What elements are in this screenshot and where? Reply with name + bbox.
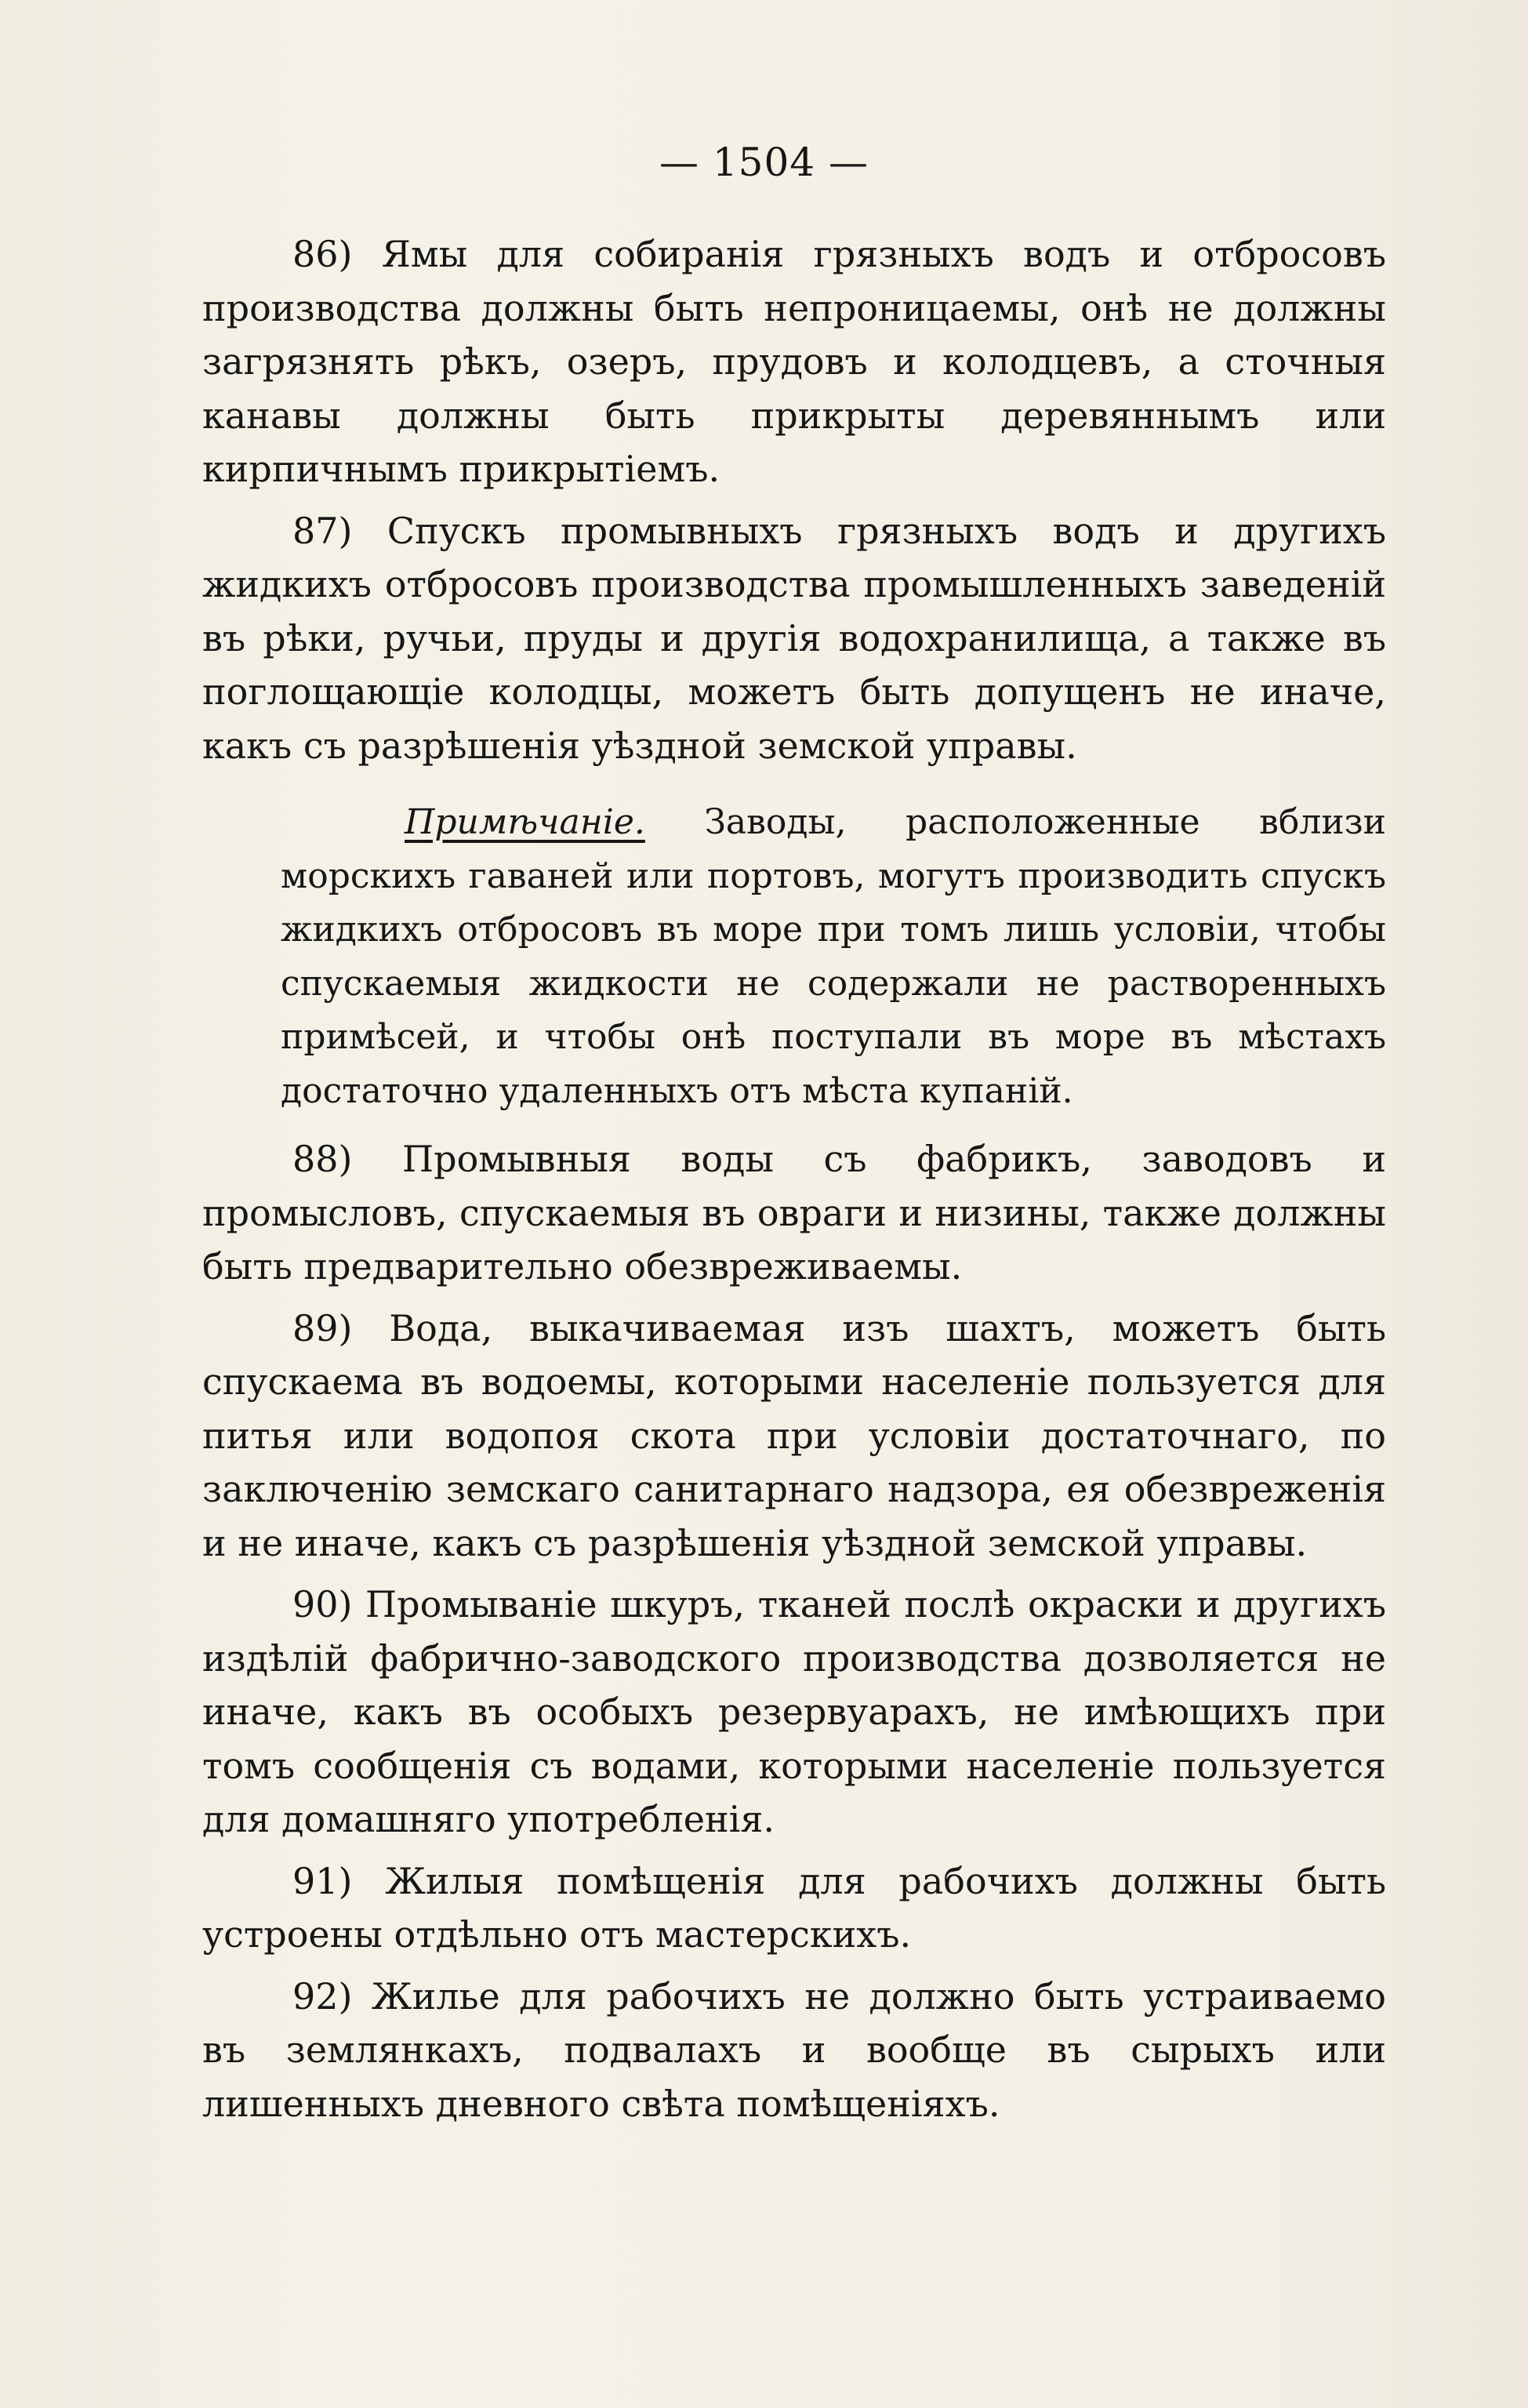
paragraph-90: 90) Промываніе шкуръ, тканей послѣ окраски и другихъ издѣлій фабрично-заводского производства дозволяется не иначе, какъ въ особыхъ резервуарахъ, не имѣющихъ при томъ сообщенія съ водами, которыми населеніе пользуется для домашняго употребленія. bbox=[202, 1583, 1386, 1840]
paragraph-92: 92) Жилье для рабочихъ не должно быть устраиваемо въ землянкахъ, подвалахъ и вообще въ сырыхъ или лишенныхъ дневного свѣта помѣщеніяхъ. bbox=[202, 1974, 1386, 2125]
paragraph-87: 87) Спускъ промывныхъ грязныхъ водъ и другихъ жидкихъ отбросовъ производства промышленныхъ заведеній въ рѣки, ручьи, пруды и другія водохранилища, а также въ поглощающіе колодцы, можетъ быть допущенъ не иначе, какъ съ разрѣшенія уѣздной земской управы. bbox=[202, 509, 1386, 767]
paragraph-86: 86) Ямы для собиранія грязныхъ водъ и отбросовъ производства должны быть непроницаемы, онѣ не должны загрязнять рѣкъ, озеръ, прудовъ и колодцевъ, а сточныя канавы должны быть прикрыты деревяннымъ или кирпичнымъ прикрытіемъ. bbox=[202, 233, 1386, 490]
paragraph-88: 88) Промывныя воды съ фабрикъ, заводовъ и промысловъ, спускаемыя въ овраги и низины, также должны быть предварительно обезвреживаемы. bbox=[202, 1138, 1386, 1288]
paragraph-91: 91) Жилыя помѣщенія для рабочихъ должны быть устроены отдѣльно отъ мастерскихъ. bbox=[202, 1859, 1386, 1956]
note-text: Заводы, расположенные вблизи морскихъ гаваней или портовъ, могутъ производить спускъ жидкихъ отбросовъ въ море при томъ лишь условіи, чтобы спускаемыя жидкости не содержали не растворенныхъ примѣсей, и чтобы онѣ поступали въ море въ мѣстахъ достаточно удаленныхъ отъ мѣста купаній. bbox=[281, 802, 1386, 1111]
note-paragraph bbox=[281, 796, 1386, 1118]
document-body bbox=[202, 227, 1386, 2130]
page-number: — 1504 — bbox=[659, 140, 869, 185]
paragraph-89: 89) Вода, выкачиваемая изъ шахтъ, можетъ быть спускаема въ водоемы, которыми населеніе пользуется для питья или водопоя скота при условіи достаточнаго, по заключенію земскаго санитарнаго надзора, ея обезвреженія и не иначе, какъ съ разрѣшенія уѣздной земской управы. bbox=[202, 1306, 1386, 1564]
note-label: Примѣчаніе. bbox=[405, 802, 645, 842]
